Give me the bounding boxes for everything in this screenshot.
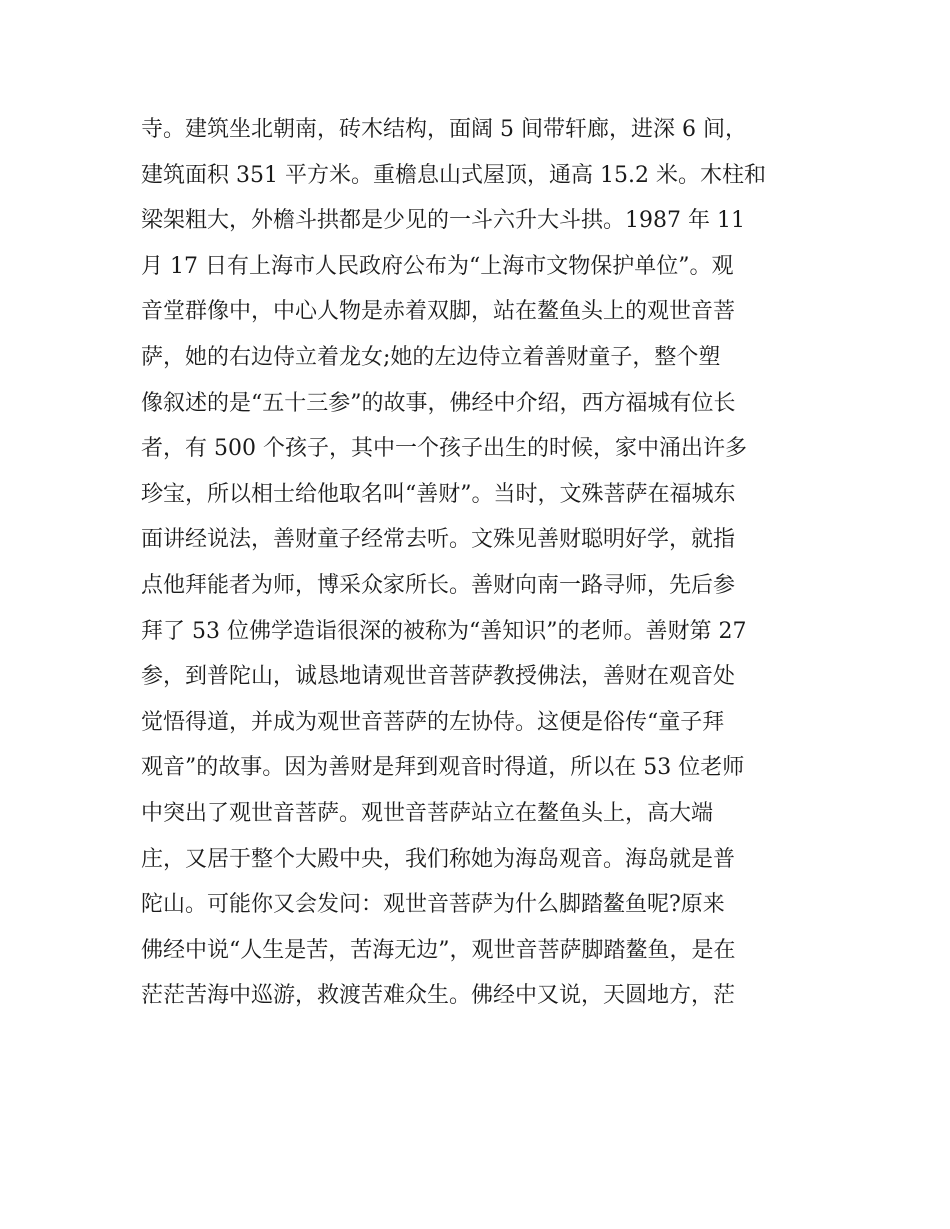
- text-line-16: 中突出了观世音菩萨。观世音菩萨站立在鳌鱼头上，高大端: [141, 800, 714, 826]
- text-line-12: 拜了 53 位佛学造诣很深的被称为“善知识”的老师。善财第 27: [141, 618, 747, 644]
- text-line-19: 佛经中说“人生是苦，苦海无边”，观世音菩萨脚踏鳌鱼，是在: [141, 937, 736, 963]
- text-line-2: 建筑面积 351 平方米。重檐息山式屋顶，通高 15.2 米。木柱和: [141, 162, 766, 188]
- text-line-7: 像叙述的是“五十三参”的故事，佛经中介绍，西方福城有位长: [141, 390, 736, 416]
- text-line-1: 寺。建筑坐北朝南，砖木结构，面阔 5 间带轩廊，进深 6 间，: [141, 117, 747, 142]
- text-line-20: 茫茫苦海中巡游，救渡苦难众生。佛经中又说，天圆地方，茫: [141, 983, 736, 1009]
- text-line-4: 月 17 日有上海市人民政府公布为“上海市文物保护单位”。观: [141, 253, 734, 279]
- body-paragraph: [141, 107, 821, 1019]
- text-line-17: 庄，又居于整个大殿中央，我们称她为海岛观音。海岛就是普: [141, 846, 736, 872]
- text-line-5: 音堂群像中，中心人物是赤着双脚，站在鳌鱼头上的观世音菩: [141, 299, 736, 325]
- text-line-10: 面讲经说法，善财童子经常去听。文殊见善财聪明好学，就指: [141, 527, 736, 553]
- text-line-3: 梁架粗大，外檐斗拱都是少见的一斗六升大斗拱。1987 年 11: [141, 208, 745, 234]
- text-line-8: 者，有 500 个孩子，其中一个孩子出生的时候，家中涌出许多: [141, 436, 747, 462]
- text-line-15: 观音”的故事。因为善财是拜到观音时得道，所以在 53 位老师: [141, 755, 745, 781]
- text-line-6: 萨，她的右边侍立着龙女;她的左边侍立着善财童子，整个塑: [141, 344, 721, 370]
- text-line-18: 陀山。可能你又会发问：观世音菩萨为什么脚踏鳌鱼呢?原来: [141, 892, 725, 918]
- text-line-13: 参，到普陀山，诚恳地请观世音菩萨教授佛法，善财在观音处: [141, 664, 736, 690]
- text-line-11: 点他拜能者为师，博采众家所长。善财向南一路寻师，先后参: [141, 572, 736, 598]
- text-line-9: 珍宝，所以相士给他取名叫“善财”。当时，文殊菩萨在福城东: [141, 481, 736, 507]
- text-line-14: 觉悟得道，并成为观世音菩萨的左协侍。这便是俗传“童子拜: [141, 709, 725, 735]
